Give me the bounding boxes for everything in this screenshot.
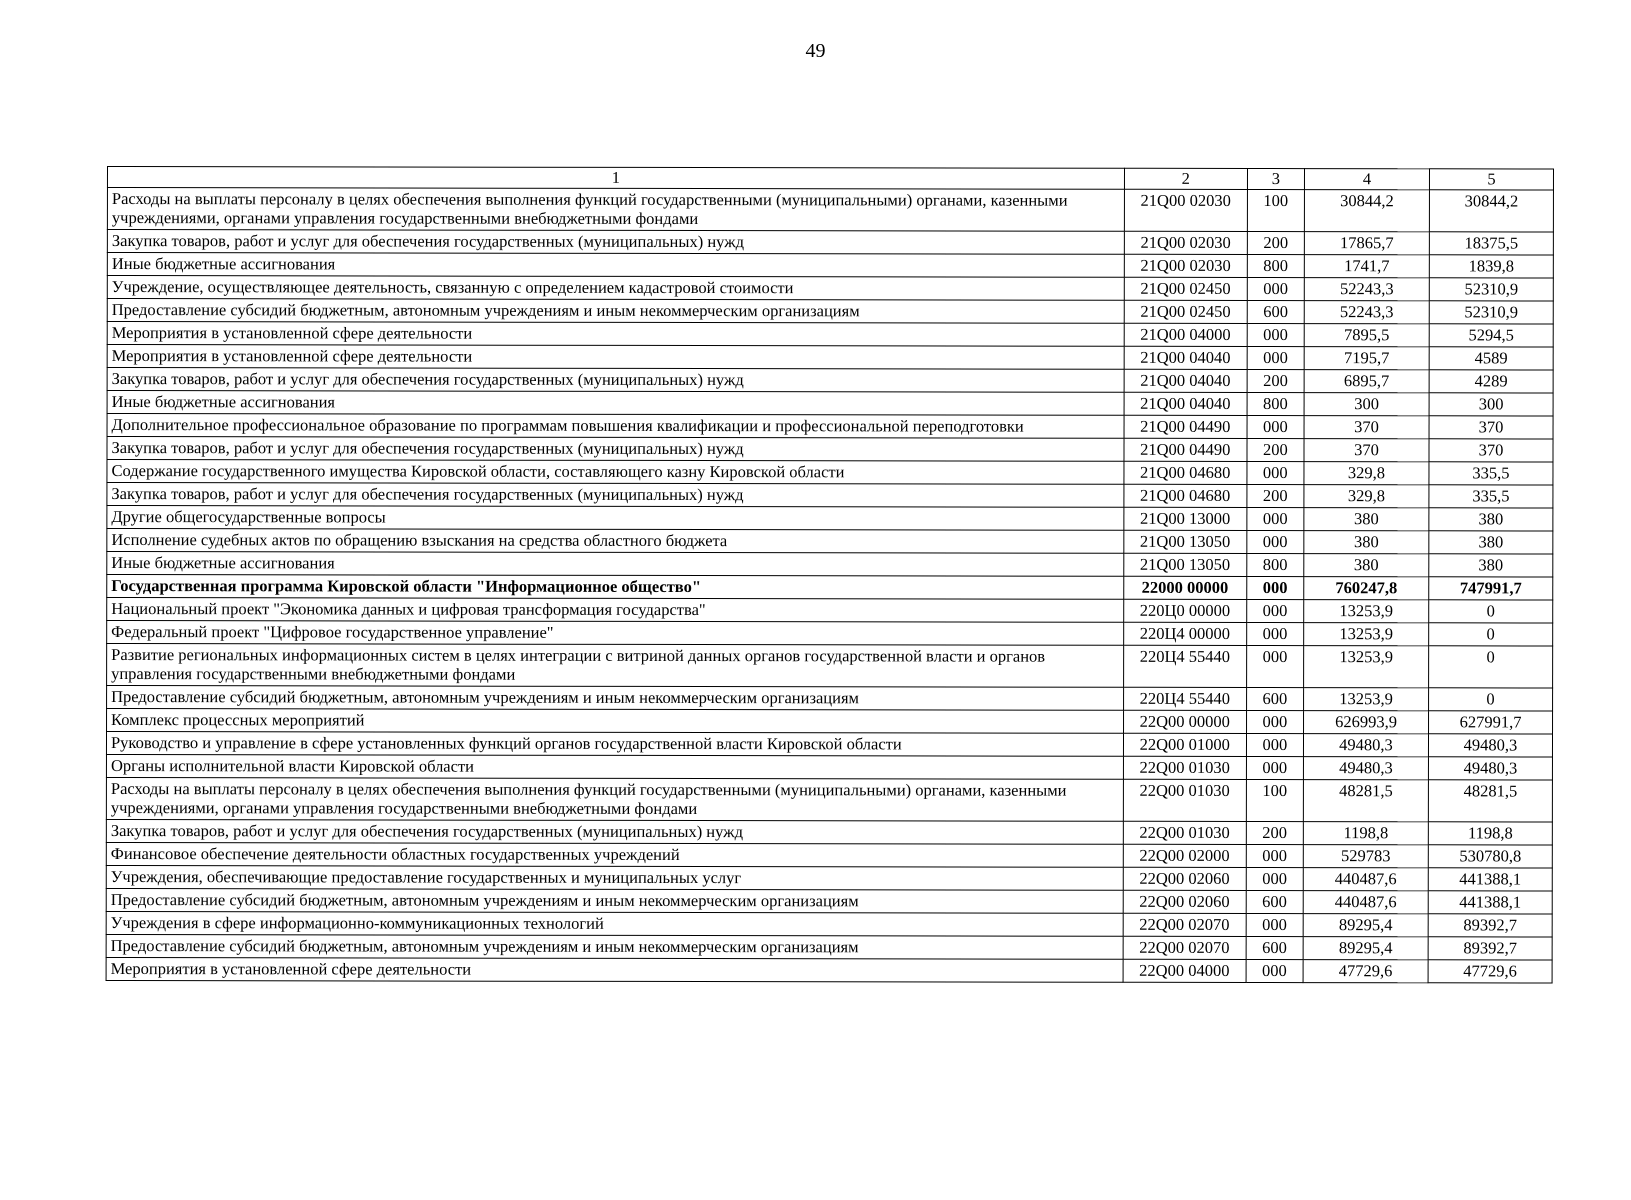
table-row: [107, 598, 1553, 624]
row-value-2024-cell: 49480,3: [1303, 734, 1428, 757]
table-row: [106, 732, 1552, 758]
row-name-cell: Исполнение судебных актов по обращению взыскания на средства областного бюджета: [107, 529, 1124, 554]
row-name-cell: Мероприятия в установленной сфере деятельности: [107, 322, 1124, 347]
row-value-2025-cell: 5294,5: [1429, 324, 1553, 347]
row-value-2025-cell: 48281,5: [1428, 780, 1552, 822]
row-value-2024-cell: 17865,7: [1304, 232, 1429, 255]
row-value-2025-cell: 380: [1429, 554, 1553, 577]
row-code-cell: 22Q00 00000: [1123, 710, 1246, 733]
row-kind-cell: 600: [1247, 300, 1304, 323]
row-code-cell: 22Q00 02060: [1123, 867, 1246, 890]
budget-table: [106, 166, 1554, 984]
row-name-cell: Предоставление субсидий бюджетным, автономным учреждениям и иным некоммерческим организациям: [107, 299, 1124, 324]
table-row: [106, 842, 1552, 868]
row-kind-cell: 000: [1247, 507, 1304, 530]
table-row: [107, 345, 1553, 371]
row-value-2025-cell: 0: [1429, 600, 1553, 623]
row-value-2024-cell: 370: [1304, 416, 1429, 439]
row-kind-cell: 000: [1246, 733, 1303, 756]
row-value-2025-cell: 627991,7: [1429, 711, 1553, 734]
row-code-cell: 22000 00000: [1124, 576, 1247, 599]
row-name-cell: Учреждения, обеспечивающие предоставление государственных и муниципальных услуг: [106, 865, 1123, 890]
row-name-cell: Мероприятия в установленной сфере деятельности: [107, 345, 1124, 370]
row-value-2024-cell: 300: [1304, 393, 1429, 416]
row-value-2025-cell: 380: [1429, 508, 1553, 531]
row-value-2025-cell: 370: [1429, 439, 1553, 462]
row-kind-cell: 100: [1246, 779, 1303, 821]
row-code-cell: 22Q00 01030: [1123, 821, 1246, 844]
row-code-cell: 220Ц4 55440: [1123, 645, 1246, 687]
row-kind-cell: 800: [1247, 392, 1304, 415]
row-code-cell: 21Q00 04040: [1124, 346, 1247, 369]
table-row: [107, 621, 1553, 647]
row-value-2025-cell: 4589: [1429, 347, 1553, 370]
row-kind-cell: 000: [1246, 913, 1303, 936]
row-name-cell: Федеральный проект "Цифровое государственное управление": [107, 621, 1124, 646]
row-name-cell: Закупка товаров, работ и услуг для обеспечения государственных (муниципальных) нужд: [107, 437, 1124, 462]
row-value-2024-cell: 52243,3: [1304, 278, 1429, 301]
row-value-2024-cell: 89295,4: [1303, 914, 1428, 937]
table-row: [107, 276, 1553, 302]
row-code-cell: 22Q00 02070: [1123, 936, 1246, 959]
table-row: [106, 755, 1552, 781]
row-name-cell: Учреждения в сфере информационно-коммуникационных технологий: [106, 911, 1123, 936]
row-code-cell: 220Ц4 00000: [1123, 622, 1246, 645]
row-code-cell: 21Q00 04040: [1124, 369, 1247, 392]
table-row: [106, 865, 1552, 891]
row-code-cell: 22Q00 02000: [1123, 844, 1246, 867]
row-code-cell: 22Q00 02070: [1123, 913, 1246, 936]
header-cell-5: 5: [1429, 169, 1553, 190]
row-name-cell: Иные бюджетные ассигнования: [107, 253, 1124, 278]
row-value-2024-cell: 380: [1304, 508, 1429, 531]
row-value-2024-cell: 626993,9: [1304, 711, 1429, 734]
row-code-cell: 21Q00 02450: [1124, 277, 1247, 300]
row-name-cell: Иные бюджетные ассигнования: [107, 552, 1124, 577]
table-row: [107, 460, 1553, 486]
row-value-2024-cell: 52243,3: [1304, 301, 1429, 324]
row-name-cell: Учреждение, осуществляющее деятельность, связанную с определением кадастровой стоимости: [107, 276, 1124, 301]
row-kind-cell: 200: [1247, 438, 1304, 461]
row-name-cell: Комплекс процессных мероприятий: [107, 709, 1124, 734]
row-value-2024-cell: 89295,4: [1303, 937, 1428, 960]
row-kind-cell: 800: [1247, 254, 1304, 277]
row-value-2025-cell: 441388,1: [1428, 868, 1552, 891]
table-row: [107, 506, 1553, 532]
row-value-2024-cell: 329,8: [1304, 462, 1429, 485]
row-code-cell: 21Q00 04680: [1124, 484, 1247, 507]
row-name-cell: Предоставление субсидий бюджетным, автономным учреждениям и иным некоммерческим организациям: [106, 888, 1123, 913]
row-value-2024-cell: 13253,9: [1304, 688, 1429, 711]
row-code-cell: 21Q00 02030: [1124, 254, 1247, 277]
row-kind-cell: 000: [1246, 867, 1303, 890]
row-value-2025-cell: 441388,1: [1428, 891, 1552, 914]
table-row: [107, 230, 1553, 256]
row-value-2025-cell: 47729,6: [1428, 960, 1552, 983]
row-name-cell: Иные бюджетные ассигнования: [107, 391, 1124, 416]
table-row: [106, 911, 1552, 937]
header-cell-4: 4: [1304, 169, 1429, 190]
row-value-2025-cell: 370: [1429, 416, 1553, 439]
row-kind-cell: 200: [1247, 231, 1304, 254]
row-name-cell: Закупка товаров, работ и услуг для обеспечения государственных (муниципальных) нужд: [106, 819, 1123, 844]
row-value-2025-cell: 300: [1429, 393, 1553, 416]
table-row: [106, 777, 1552, 822]
row-name-cell: Развитие региональных информационных систем в целях интеграции с витриной данных органов государственной власти и органов управления государственными внебюджетными фондами: [107, 644, 1124, 688]
row-value-2024-cell: 370: [1304, 439, 1429, 462]
row-code-cell: 21Q00 13050: [1124, 553, 1247, 576]
header-cell-1: 1: [107, 167, 1124, 190]
row-name-cell: Расходы на выплаты персоналу в целях обеспечения выполнения функций государственными (муниципальными) органами, казенными учреждениями, органами управления государственными внебюджетными фондами: [107, 188, 1124, 232]
row-value-2025-cell: 747991,7: [1429, 577, 1553, 600]
table-row: [107, 391, 1553, 417]
row-kind-cell: 000: [1246, 710, 1303, 733]
table-row: [106, 934, 1552, 960]
row-value-2024-cell: 48281,5: [1303, 780, 1428, 822]
row-code-cell: 22Q00 04000: [1123, 959, 1246, 982]
row-kind-cell: 100: [1247, 189, 1304, 231]
row-value-2024-cell: 13253,9: [1304, 623, 1429, 646]
row-kind-cell: 000: [1246, 576, 1303, 599]
row-value-2024-cell: 529783: [1303, 845, 1428, 868]
header-cell-2: 2: [1124, 168, 1247, 189]
row-name-cell: Другие общегосударственные вопросы: [107, 506, 1124, 531]
row-value-2025-cell: 49480,3: [1428, 734, 1552, 757]
page-number: 49: [805, 40, 826, 62]
row-value-2025-cell: 49480,3: [1428, 757, 1552, 780]
row-kind-cell: 200: [1246, 821, 1303, 844]
row-value-2024-cell: 329,8: [1304, 485, 1429, 508]
row-kind-cell: 200: [1247, 484, 1304, 507]
table-row: [107, 644, 1553, 689]
row-value-2024-cell: 7195,7: [1304, 347, 1429, 370]
row-name-cell: Руководство и управление в сфере установленных функций органов государственной власти Кировской области: [106, 732, 1123, 757]
row-name-cell: Финансовое обеспечение деятельности областных государственных учреждений: [106, 842, 1123, 867]
row-kind-cell: 600: [1246, 890, 1303, 913]
row-value-2025-cell: 380: [1429, 531, 1553, 554]
table-body: [106, 188, 1553, 984]
row-name-cell: Национальный проект "Экономика данных и цифровая трансформация государства": [107, 598, 1124, 623]
row-name-cell: Дополнительное профессиональное образование по программам повышения квалификации и профессиональной переподготовки: [107, 414, 1124, 439]
header-cell-3: 3: [1247, 168, 1304, 189]
table-row: [107, 253, 1553, 279]
row-value-2025-cell: 1198,8: [1428, 822, 1552, 845]
row-value-2024-cell: 30844,2: [1304, 190, 1429, 232]
row-value-2025-cell: 0: [1429, 646, 1553, 688]
table-row: [107, 709, 1553, 735]
row-value-2025-cell: 18375,5: [1429, 232, 1553, 255]
row-code-cell: 22Q00 01000: [1123, 733, 1246, 756]
row-value-2024-cell: 13253,9: [1304, 600, 1429, 623]
row-code-cell: 21Q00 04490: [1124, 438, 1247, 461]
row-kind-cell: 000: [1247, 461, 1304, 484]
row-name-cell: Органы исполнительной власти Кировской области: [106, 755, 1123, 780]
row-kind-cell: 000: [1246, 844, 1303, 867]
row-kind-cell: 000: [1247, 346, 1304, 369]
table-row: [107, 552, 1553, 578]
row-value-2025-cell: 335,5: [1429, 485, 1553, 508]
row-value-2024-cell: 440487,6: [1303, 891, 1428, 914]
row-name-cell: Предоставление субсидий бюджетным, автономным учреждениям и иным некоммерческим организациям: [106, 934, 1123, 959]
row-value-2024-cell: 380: [1304, 531, 1429, 554]
row-value-2025-cell: 530780,8: [1428, 845, 1552, 868]
table-row: [107, 188, 1553, 233]
row-value-2025-cell: 335,5: [1429, 462, 1553, 485]
row-name-cell: Закупка товаров, работ и услуг для обеспечения государственных (муниципальных) нужд: [107, 483, 1124, 508]
row-value-2024-cell: 47729,6: [1303, 960, 1428, 983]
table-row: [106, 957, 1552, 983]
row-value-2025-cell: 89392,7: [1428, 937, 1552, 960]
row-name-cell: Государственная программа Кировской области "Информационное общество": [107, 575, 1124, 600]
row-code-cell: 220Ц4 55440: [1123, 687, 1246, 710]
row-value-2024-cell: 6895,7: [1304, 370, 1429, 393]
row-kind-cell: 000: [1246, 645, 1303, 687]
row-name-cell: Предоставление субсидий бюджетным, автономным учреждениям и иным некоммерческим организациям: [107, 686, 1124, 711]
row-value-2024-cell: 440487,6: [1303, 868, 1428, 891]
row-code-cell: 21Q00 04000: [1124, 323, 1247, 346]
row-code-cell: 21Q00 04490: [1124, 415, 1247, 438]
row-kind-cell: 000: [1247, 323, 1304, 346]
row-kind-cell: 000: [1247, 277, 1304, 300]
row-kind-cell: 000: [1246, 756, 1303, 779]
row-code-cell: 21Q00 13000: [1124, 507, 1247, 530]
row-kind-cell: 000: [1246, 959, 1303, 982]
table-row: [107, 483, 1553, 509]
table-row: [107, 299, 1553, 325]
row-value-2024-cell: 760247,8: [1304, 577, 1429, 600]
header-row: [107, 167, 1553, 191]
row-code-cell: 22Q00 01030: [1123, 756, 1246, 779]
row-value-2024-cell: 1741,7: [1304, 255, 1429, 278]
row-value-2024-cell: 13253,9: [1304, 646, 1429, 688]
row-value-2024-cell: 1198,8: [1303, 822, 1428, 845]
table-row: [107, 529, 1553, 555]
row-value-2025-cell: 1839,8: [1429, 255, 1553, 278]
row-code-cell: 21Q00 02450: [1124, 300, 1247, 323]
row-name-cell: Мероприятия в установленной сфере деятельности: [106, 957, 1123, 982]
row-code-cell: 22Q00 01030: [1123, 779, 1246, 821]
row-code-cell: 22Q00 02060: [1123, 890, 1246, 913]
table-row: [106, 819, 1552, 845]
table-row: [107, 322, 1553, 348]
row-value-2025-cell: 89392,7: [1428, 914, 1552, 937]
row-value-2025-cell: 0: [1429, 688, 1553, 711]
row-name-cell: Закупка товаров, работ и услуг для обеспечения государственных (муниципальных) нужд: [107, 368, 1124, 393]
row-value-2024-cell: 7895,5: [1304, 324, 1429, 347]
table-row: [107, 575, 1553, 601]
row-code-cell: 21Q00 02030: [1124, 189, 1247, 231]
table-row: [107, 437, 1553, 463]
row-code-cell: 220Ц0 00000: [1123, 599, 1246, 622]
row-name-cell: Закупка товаров, работ и услуг для обеспечения государственных (муниципальных) нужд: [107, 230, 1124, 255]
row-name-cell: Содержание государственного имущества Кировской области, составляющего казну Кировской области: [107, 460, 1124, 485]
row-value-2025-cell: 0: [1429, 623, 1553, 646]
row-code-cell: 21Q00 13050: [1124, 530, 1247, 553]
row-value-2024-cell: 380: [1304, 554, 1429, 577]
row-value-2025-cell: 4289: [1429, 370, 1553, 393]
row-value-2025-cell: 52310,9: [1429, 301, 1553, 324]
table-row: [107, 368, 1553, 394]
table-row: [107, 414, 1553, 440]
row-value-2025-cell: 52310,9: [1429, 278, 1553, 301]
row-code-cell: 21Q00 04040: [1124, 392, 1247, 415]
row-kind-cell: 000: [1246, 622, 1303, 645]
table-row: [107, 686, 1553, 712]
row-value-2024-cell: 49480,3: [1303, 757, 1428, 780]
table-row: [106, 888, 1552, 914]
row-kind-cell: 600: [1246, 936, 1303, 959]
row-kind-cell: 000: [1247, 415, 1304, 438]
row-value-2025-cell: 30844,2: [1429, 190, 1553, 232]
row-kind-cell: 000: [1247, 530, 1304, 553]
row-kind-cell: 600: [1246, 687, 1303, 710]
row-code-cell: 21Q00 04680: [1124, 461, 1247, 484]
row-name-cell: Расходы на выплаты персоналу в целях обеспечения выполнения функций государственными (муниципальными) органами, казенными учреждениями, органами управления государственными внебюджетными фондами: [106, 777, 1123, 821]
row-code-cell: 21Q00 02030: [1124, 231, 1247, 254]
row-kind-cell: 200: [1247, 369, 1304, 392]
row-kind-cell: 000: [1246, 599, 1303, 622]
row-kind-cell: 800: [1246, 553, 1303, 576]
